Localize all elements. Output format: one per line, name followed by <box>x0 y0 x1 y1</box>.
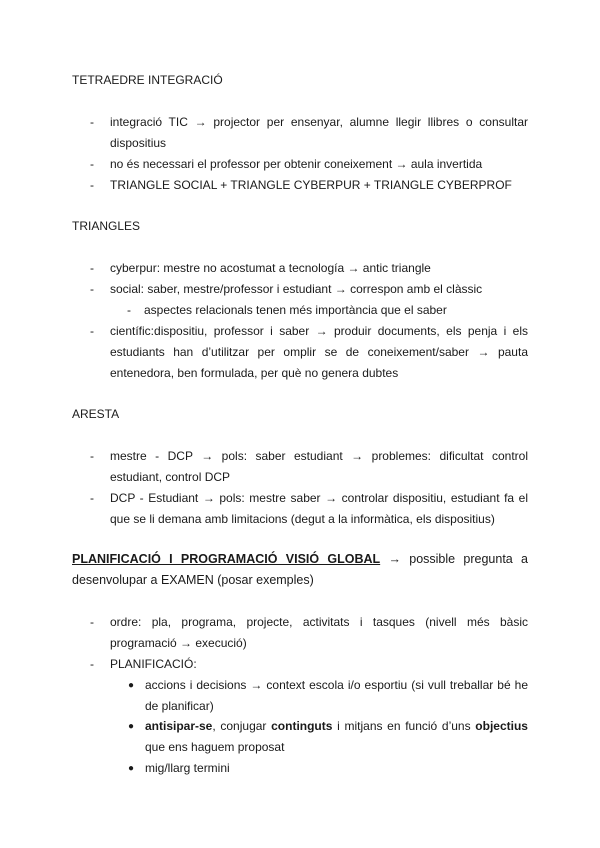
bullet-item <box>145 716 528 758</box>
text-run: , conjugar <box>212 719 272 733</box>
bullet-item: accions i decisions → context escola i/o esportiu (si vull treballar bé he de planificar) <box>145 678 528 713</box>
bullet-dot: ● <box>128 763 135 774</box>
dash-marker: - <box>90 491 94 505</box>
heading-planificacio: PLANIFICACIÓ I PROGRAMACIÓ VISIÓ GLOBAL <box>72 552 381 566</box>
text-run: que ens haguem proposat <box>145 740 285 754</box>
dash-marker: - <box>90 157 94 171</box>
heading-aresta: ARESTA <box>72 407 120 421</box>
sub-list-item: aspectes relacionals tenen més importància que el saber <box>144 303 447 317</box>
list-item: no és necessari el professor per obtenir coneixement → aula invertida <box>110 157 483 171</box>
list-item: DCP - Estudiant → pols: mestre saber → controlar dispositiu, estudiant fa el que se li demana amb limitacions (degut a la informàtica, els dispositius) <box>110 491 528 526</box>
list-item: mestre - DCP → pols: saber estudiant → problemes: dificultat control estudiant, control DCP <box>110 449 528 484</box>
bold-term: continguts <box>271 719 333 733</box>
planificacio-heading-paragraph <box>72 549 528 591</box>
heading-suffix: → possible pregunta a desenvolupar a EXAMEN (posar exemples) <box>72 552 528 587</box>
heading-tetraedre: TETRAEDRE INTEGRACIÓ <box>72 73 223 87</box>
bullet-dot: ● <box>128 680 135 691</box>
dash-marker: - <box>90 178 94 192</box>
dash-marker: - <box>90 282 94 296</box>
dash-marker: - <box>90 449 94 463</box>
list-item: cyberpur: mestre no acostumat a tecnología → antic triangle <box>110 261 431 275</box>
list-item: social: saber, mestre/professor i estudiant → correspon amb el clàssic <box>110 282 483 296</box>
text-run: i mitjans en funció d’uns <box>332 719 476 733</box>
list-item: PLANIFICACIÓ: <box>110 657 197 671</box>
dash-marker: - <box>90 115 94 129</box>
dash-marker: - <box>90 615 94 629</box>
bold-term: objectius <box>475 719 528 733</box>
dash-marker: - <box>127 303 131 317</box>
list-item: integració TIC → projector per ensenyar, alumne llegir llibres o consultar dispositius <box>110 115 528 150</box>
bold-term: antisipar-se <box>145 719 213 733</box>
list-item: científic:dispositiu, professor i saber → produir documents, els penja i els estudiants han d’utilitzar per omplir se de coneixement/saber → pauta entenedora, ben formulada, per què no genera dubtes <box>110 324 528 380</box>
list-item: ordre: pla, programa, projecte, activitats i tasques (nivell més bàsic programació → execució) <box>110 615 528 650</box>
bullet-item: mig/llarg termini <box>145 761 230 775</box>
heading-triangles: TRIANGLES <box>72 219 141 233</box>
bullet-dot: ● <box>128 721 135 732</box>
dash-marker: - <box>90 324 94 338</box>
dash-marker: - <box>90 657 94 671</box>
list-item: TRIANGLE SOCIAL + TRIANGLE CYBERPUR + TRIANGLE CYBERPROF <box>110 178 512 192</box>
dash-marker: - <box>90 261 94 275</box>
